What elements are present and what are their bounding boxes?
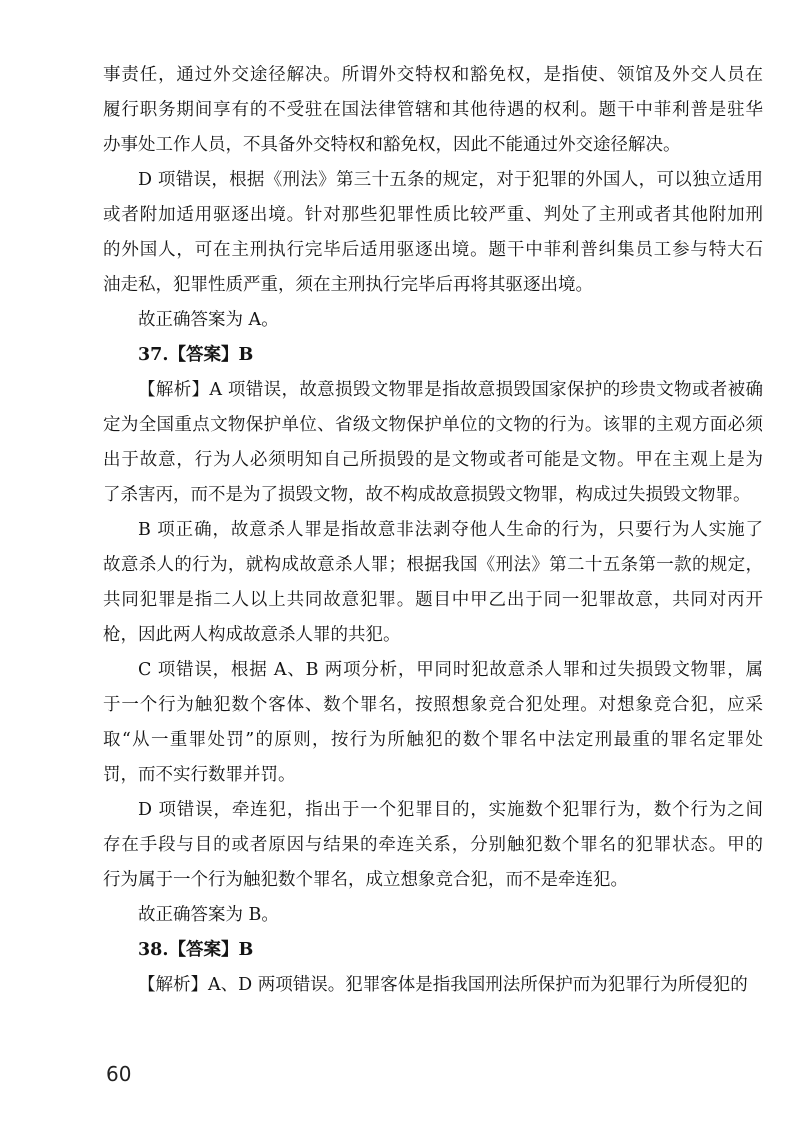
text-line: D 项错误，牵连犯，指出于一个犯罪目的，实施数个犯罪行为，数个行为之间 xyxy=(138,800,763,820)
text-line: 油走私，犯罪性质严重，须在主刑执行完毕后再将其驱逐出境。 xyxy=(103,275,593,295)
text-line: D 项错误，根据《刑法》第三十五条的规定，对于犯罪的外国人，可以独立适用 xyxy=(138,170,763,190)
text-line: 存在手段与目的或者原因与结果的牵连关系，分别触犯数个罪名的犯罪状态。甲的 xyxy=(103,835,763,855)
document-body xyxy=(103,58,763,1003)
answer-heading: 37.【答案】B xyxy=(138,345,254,365)
text-line: C 项错误，根据 A、B 两项分析，甲同时犯故意杀人罪和过失损毁文物罪，属 xyxy=(138,660,763,680)
text-line: 【解析】A、D 两项错误。犯罪客体是指我国刑法所保护而为犯罪行为所侵犯的 xyxy=(138,975,748,995)
text-line: 履行职务期间享有的不受驻在国法律管辖和其他待遇的权利。题干中菲利普是驻华 xyxy=(103,100,763,120)
text-line: 出于故意，行为人必须明知自己所损毁的是文物或者可能是文物。甲在主观上是为 xyxy=(103,450,763,470)
text-line: 行为属于一个行为触犯数个罪名，成立想象竞合犯，而不是牵连犯。 xyxy=(103,870,628,890)
text-line: 定为全国重点文物保护单位、省级文物保护单位的文物的行为。该罪的主观方面必须 xyxy=(103,415,763,435)
text-line: 办事处工作人员，不具备外交特权和豁免权，因此不能通过外交途径解决。 xyxy=(103,135,681,155)
text-line: 于一个行为触犯数个客体、数个罪名，按照想象竞合犯处理。对想象竞合犯，应采 xyxy=(103,695,763,715)
text-line: 枪，因此两人构成故意杀人罪的共犯。 xyxy=(103,625,401,645)
text-line: 了杀害丙，而不是为了损毁文物，故不构成故意损毁文物罪，构成过失损毁文物罪。 xyxy=(103,485,751,505)
text-line: 取“从一重罪处罚”的原则，按行为所触犯的数个罪名中法定刑最重的罪名定罪处 xyxy=(103,730,763,750)
text-line: 罚，而不实行数罪并罚。 xyxy=(103,765,296,785)
text-line: 事责任，通过外交途径解决。所谓外交特权和豁免权，是指使、领馆及外交人员在 xyxy=(103,65,763,85)
text-line: 【解析】A 项错误，故意损毁文物罪是指故意损毁国家保护的珍贵文物或者被确 xyxy=(138,380,763,400)
text-line: B 项正确，故意杀人罪是指故意非法剥夺他人生命的行为，只要行为人实施了 xyxy=(138,520,763,540)
answer-heading: 38.【答案】B xyxy=(138,940,254,960)
page-number: 60 xyxy=(106,1062,132,1086)
answer-conclusion: 故正确答案为 B。 xyxy=(138,905,279,925)
text-line: 或者附加适用驱逐出境。针对那些犯罪性质比较严重、判处了主刑或者其他附加刑 xyxy=(103,205,763,225)
text-line: 共同犯罪是指二人以上共同故意犯罪。题目中甲乙出于同一犯罪故意，共同对丙开 xyxy=(103,590,763,610)
text-line: 故意杀人的行为，就构成故意杀人罪；根据我国《刑法》第二十五条第一款的规定， xyxy=(103,555,763,575)
answer-conclusion: 故正确答案为 A。 xyxy=(138,310,279,330)
text-line: 的外国人，可在主刑执行完毕后适用驱逐出境。题干中菲利普纠集员工参与特大石 xyxy=(103,240,763,260)
